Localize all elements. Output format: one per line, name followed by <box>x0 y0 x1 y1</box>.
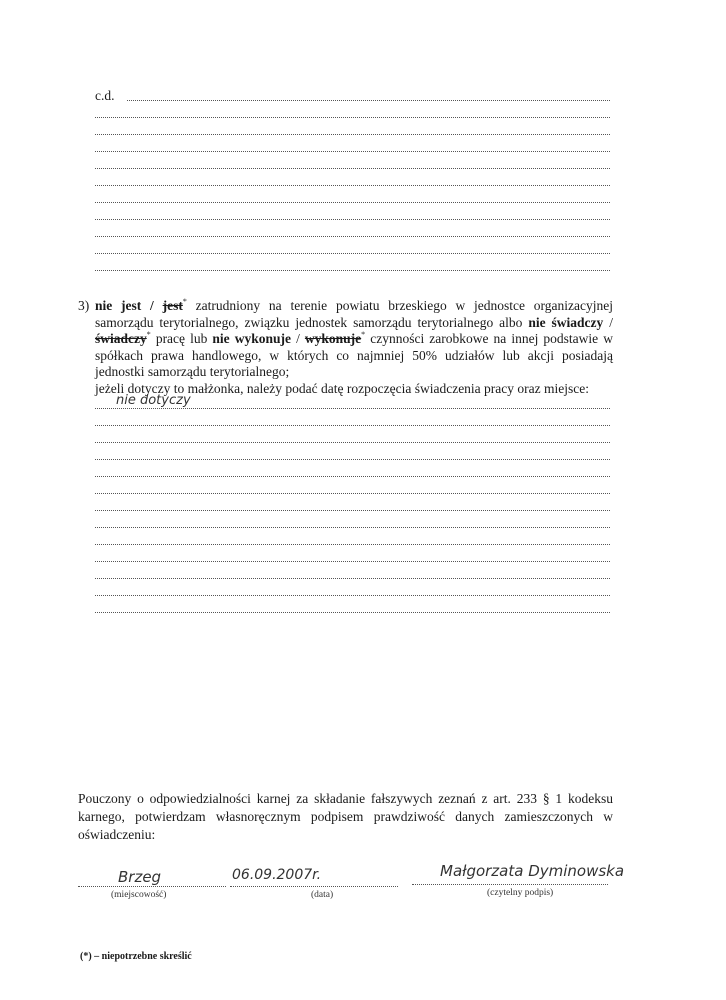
option-nie-swiadczy: nie świadczy <box>528 314 604 330</box>
answer-line <box>95 595 610 596</box>
section-text: / <box>291 331 305 346</box>
answer-line <box>95 561 610 562</box>
section-number: 3) <box>78 298 90 313</box>
option-swiadczy-struck: świadczy <box>95 331 147 346</box>
answer-line <box>95 425 610 426</box>
answer-line <box>95 476 610 477</box>
place-handwritten: Brzeg <box>118 868 162 886</box>
answer-line <box>95 612 610 613</box>
option-nie-jest: nie jest / <box>95 298 163 313</box>
handwritten-answer: nie dotyczy <box>116 393 191 408</box>
section-3 <box>78 298 613 397</box>
option-jest-struck: jest <box>162 298 183 313</box>
dotted-line <box>95 270 610 271</box>
section-3-text <box>95 298 613 397</box>
dotted-line <box>95 117 610 118</box>
answer-line <box>95 578 610 579</box>
section-text: czynności zarobkowe na innej podstawie w spółkach prawa handlowego, w których co najmniej 50% udziałów lub akcji posiadają jednostki samorządu terytorialnego; <box>95 331 613 379</box>
footnote-star: * <box>146 330 151 339</box>
dotted-line <box>95 202 610 203</box>
signature-label: (czytelny podpis) <box>487 888 554 898</box>
dotted-line <box>95 168 610 169</box>
dotted-line <box>95 253 610 254</box>
spouse-instruction: jeżeli dotyczy to małżonka, należy podać datę rozpoczęcia świadczenia pracy oraz miejsce: <box>95 380 589 396</box>
section-text: / <box>603 314 613 330</box>
signature-line <box>412 884 608 885</box>
option-nie-wykonuje: nie wykonuje <box>212 331 291 346</box>
liability-statement: Pouczony o odpowiedzialności karnej za składanie fałszywych zeznań z art. 233 § 1 kodeksu karnego, potwierdzam własnoręcznym podpisem prawdziwość danych zamieszczonych w oświadczeniu: <box>78 791 613 842</box>
dotted-line <box>95 236 610 237</box>
section-text: zatrudniony na terenie powiatu brzeskiego w jednostce organizacyjnej samorządu terytorialnego, związku jednostek samorządu terytorialnego albo <box>95 298 614 330</box>
place-line <box>78 886 226 887</box>
answer-line <box>95 408 610 409</box>
dotted-line <box>127 100 610 101</box>
footnote-star: * <box>182 297 187 306</box>
date-line <box>230 886 398 887</box>
dotted-line <box>95 134 610 135</box>
answer-line <box>95 493 610 494</box>
answer-line <box>95 459 610 460</box>
option-wykonuje-struck: wykonuje <box>304 331 362 346</box>
place-label: (miejscowość) <box>111 890 167 900</box>
signature-handwritten: Małgorzata Dyminowska <box>440 862 625 880</box>
footnote-star: * <box>361 330 366 339</box>
dotted-line <box>95 151 610 152</box>
date-handwritten: 06.09.2007r. <box>232 867 322 883</box>
answer-line <box>95 544 610 545</box>
dotted-line <box>95 219 610 220</box>
answer-line <box>95 442 610 443</box>
date-label: (data) <box>311 890 334 900</box>
answer-line <box>95 527 610 528</box>
dotted-line <box>95 185 610 186</box>
section-text: pracę lub <box>150 331 213 346</box>
answer-line <box>95 510 610 511</box>
continuation-label: c.d. <box>95 88 115 103</box>
footnote: (*) – niepotrzebne skreślić <box>80 951 192 962</box>
